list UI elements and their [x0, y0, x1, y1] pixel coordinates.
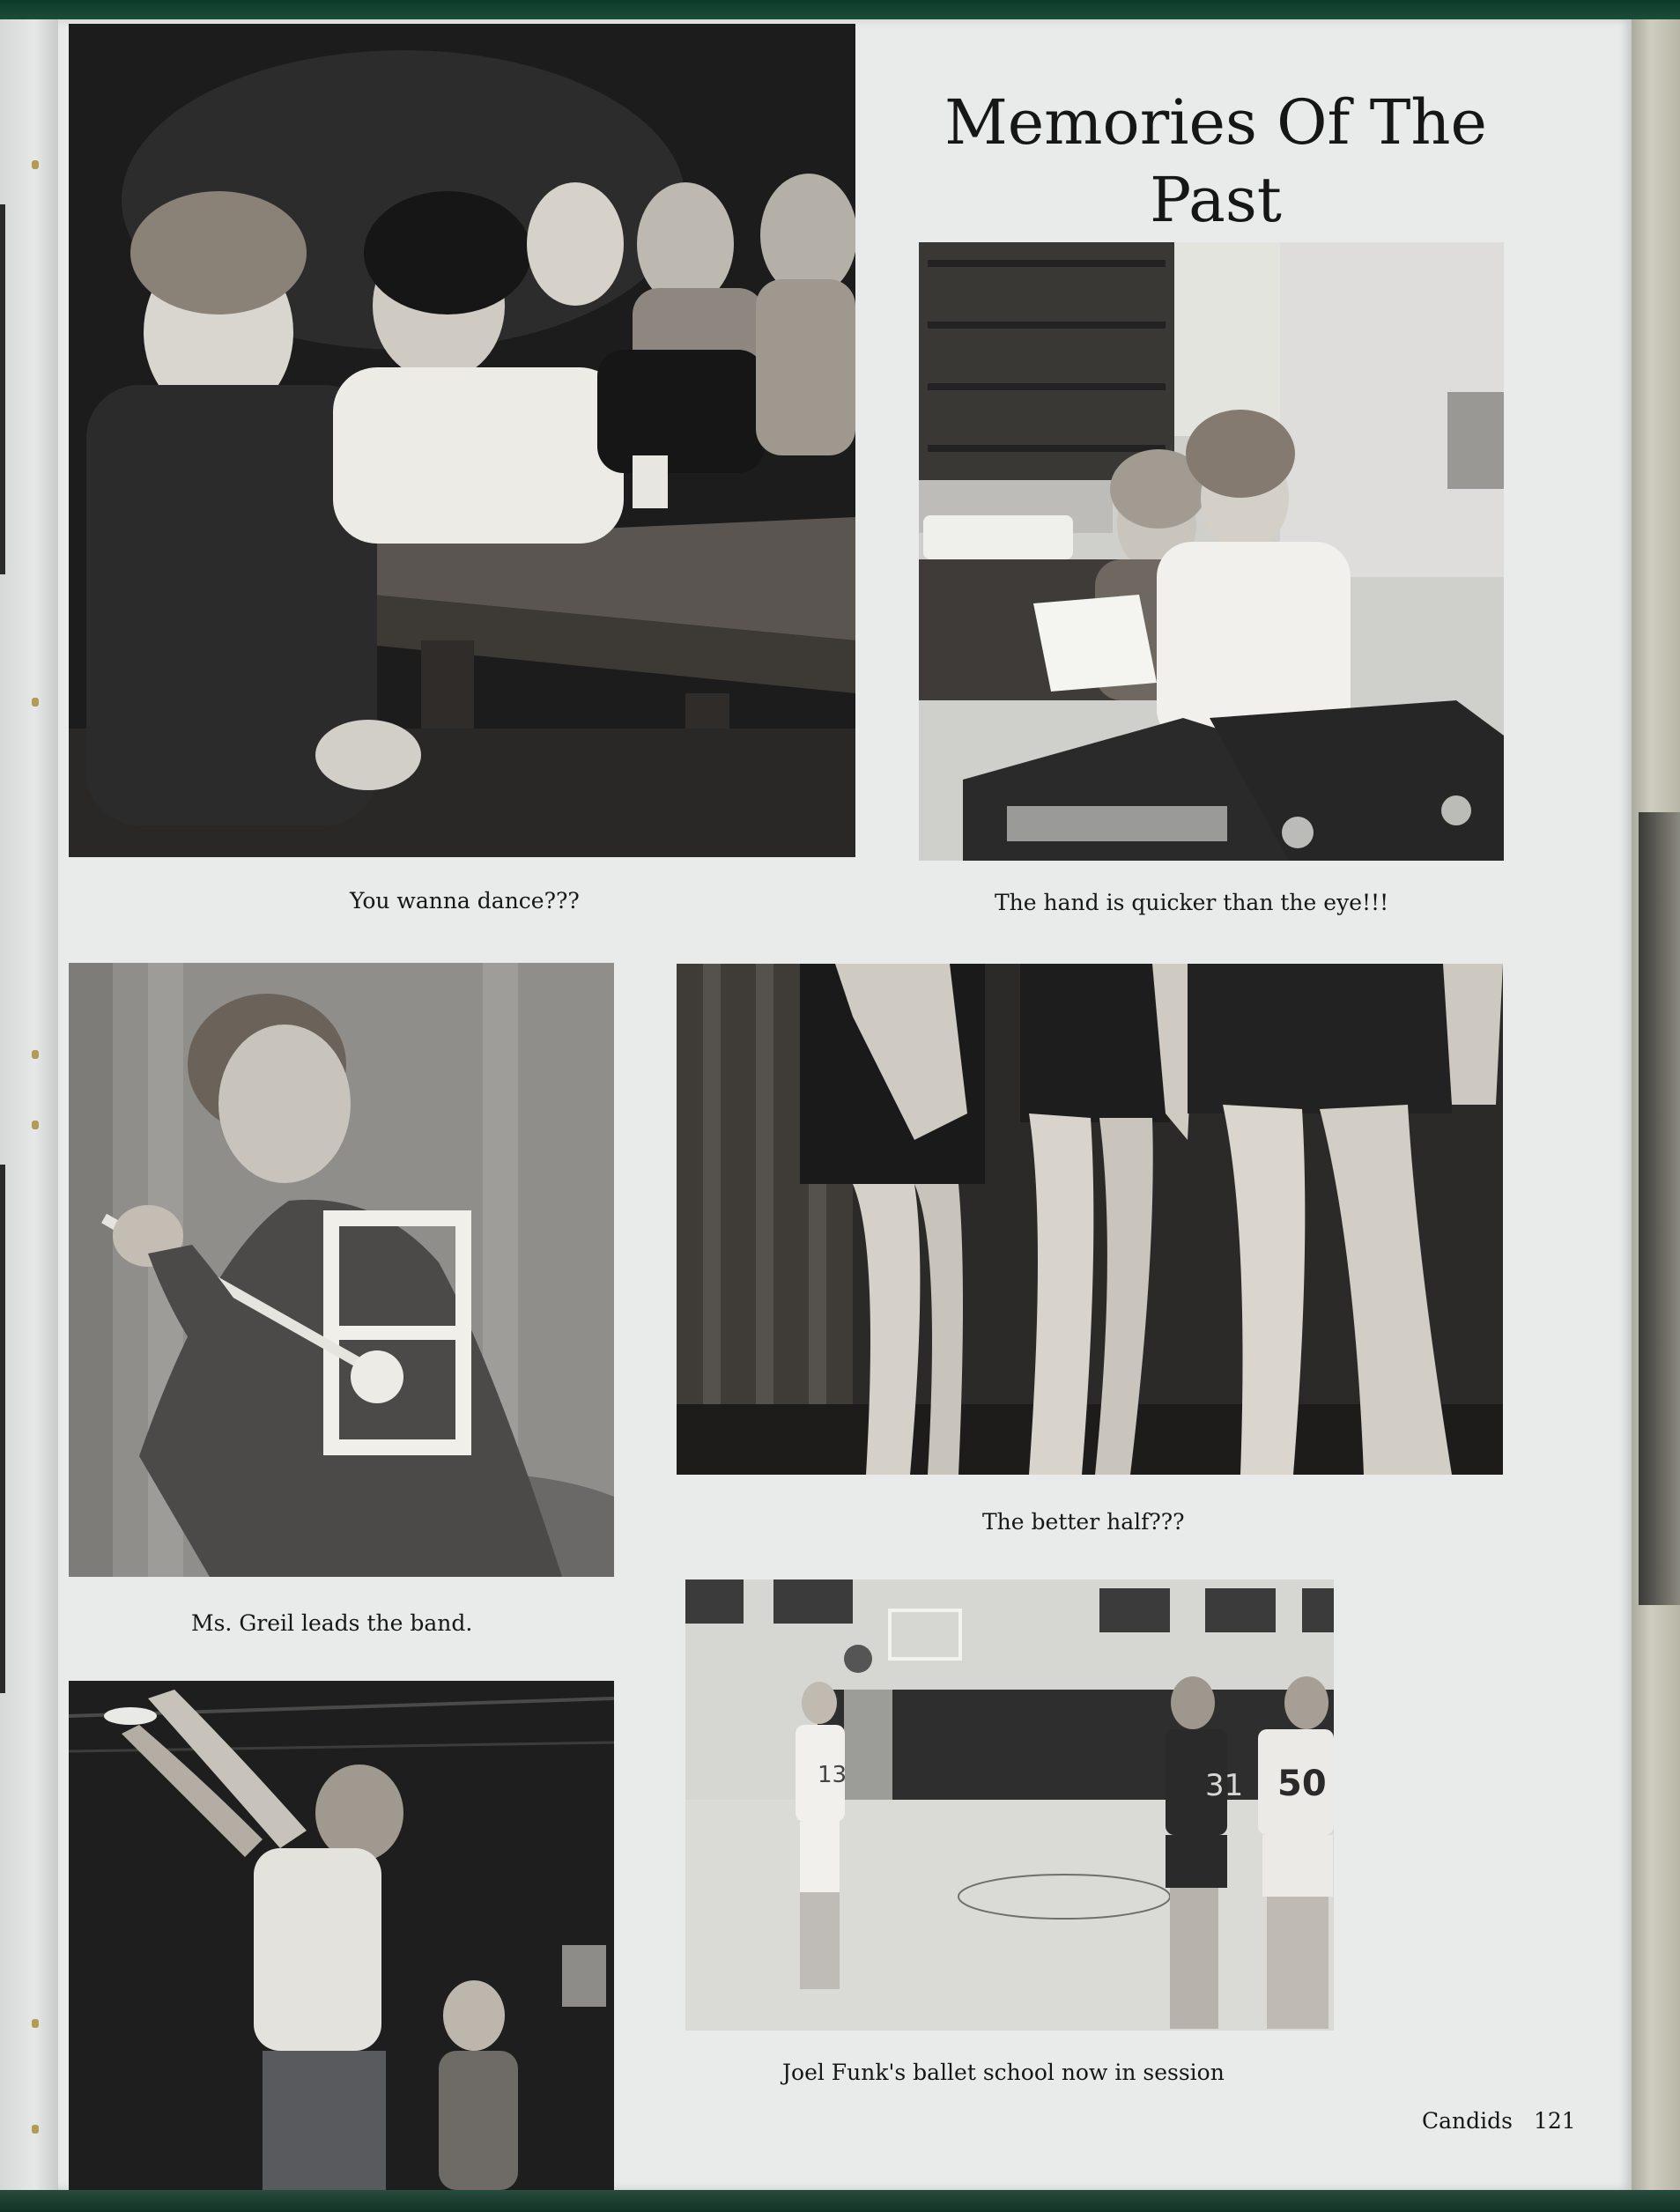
caption-cheerleaders-legs: The better half??? [982, 1509, 1185, 1535]
binding-hole [32, 2019, 39, 2028]
stacked-pages-edge [1632, 19, 1680, 2190]
page-folio [1422, 2108, 1597, 2134]
photo-students-at-table [69, 24, 855, 857]
caption-students-at-table: You wanna dance??? [350, 888, 580, 914]
jersey-number: 13 [818, 1762, 847, 1788]
photo-majorette [69, 963, 614, 1577]
binding-hole [32, 1121, 39, 1129]
photo-cheerleaders-legs [677, 964, 1503, 1475]
binding-hole [32, 2125, 39, 2134]
jersey-number: 50 [1277, 1764, 1327, 1804]
binding-top-edge [0, 0, 1680, 19]
jersey-number: 31 [1205, 1768, 1244, 1803]
binding-hole [32, 1050, 39, 1059]
binding-hole [32, 160, 39, 169]
facing-page-photo-strip [0, 204, 5, 574]
page-title: Memories Of The Past [944, 86, 1487, 236]
photo-reaching-players [69, 1681, 614, 2190]
page-number: 121 [1533, 2108, 1576, 2134]
next-page-photo-edge [1639, 812, 1680, 1605]
caption-majorette: Ms. Greil leads the band. [191, 1610, 473, 1636]
photo-basketball-free-throw [685, 1579, 1334, 2031]
binding-bottom-edge [0, 2190, 1680, 2212]
caption-typing-class: The hand is quicker than the eye!!! [995, 890, 1389, 915]
photo-typing-class [919, 242, 1504, 861]
section-name: Candids [1422, 2108, 1513, 2134]
facing-page-edge [0, 19, 58, 2190]
binding-hole [32, 698, 39, 707]
facing-page-photo-strip [0, 1165, 5, 1693]
caption-basketball-free-throw: Joel Funk's ballet school now in session [782, 2060, 1225, 2085]
